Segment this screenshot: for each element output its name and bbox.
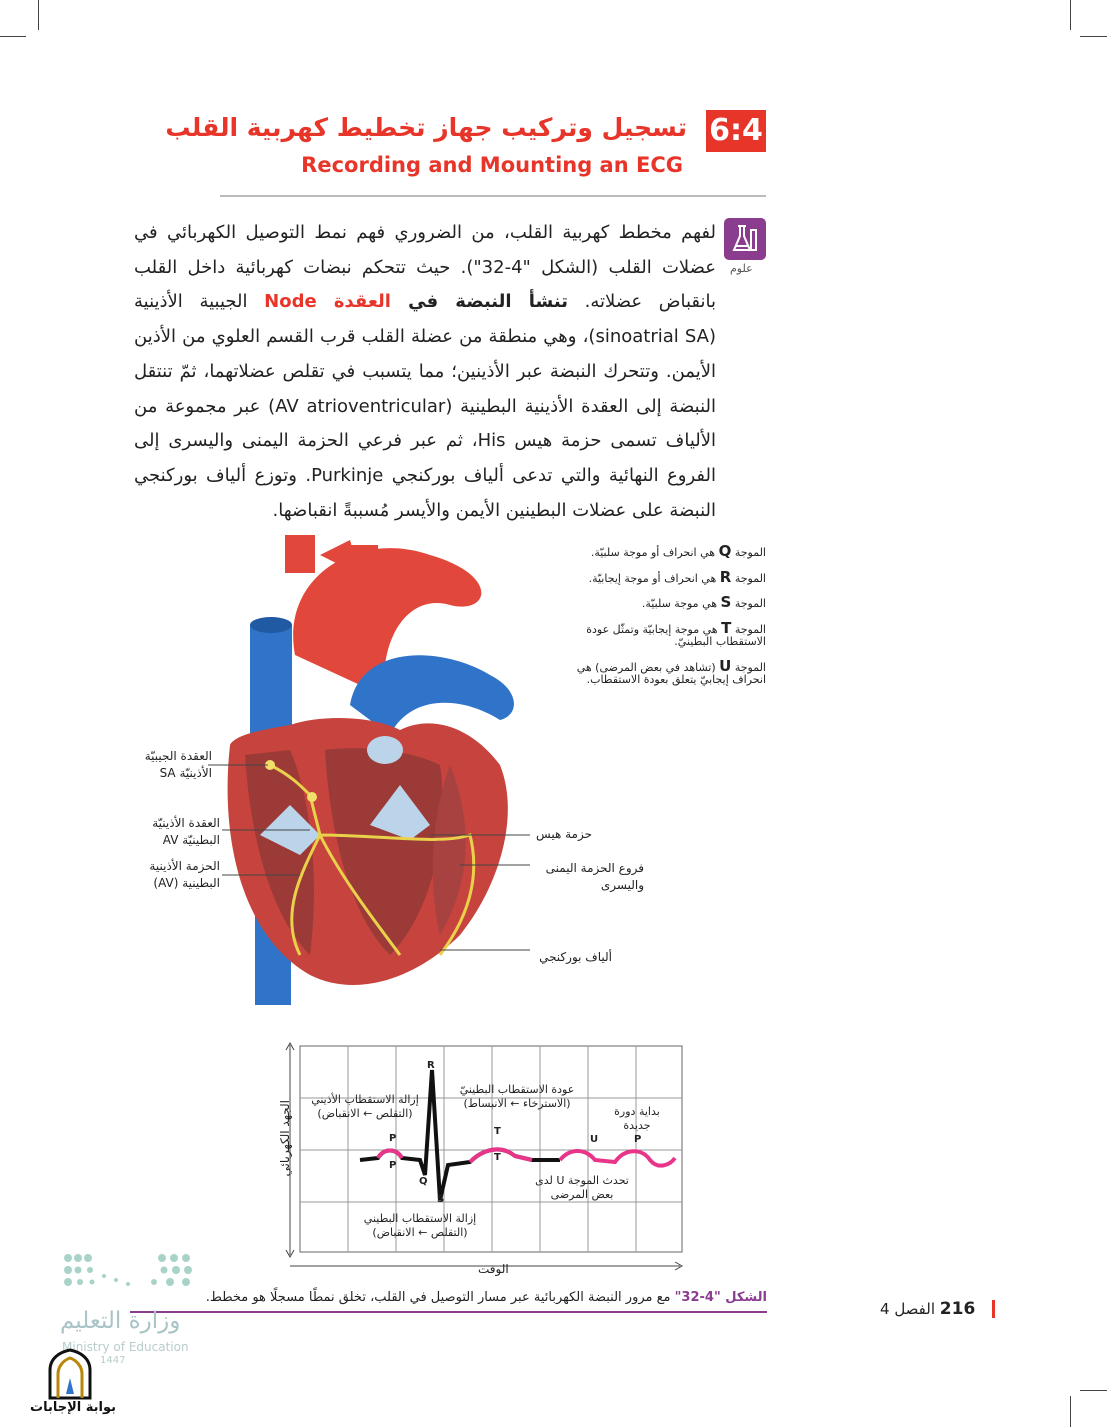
ecg-y-label: الجهد الكهربائي: [278, 1100, 292, 1177]
ecg-chart: [270, 1040, 690, 1280]
ecg-new-cycle: بداية دورة جديدة: [614, 1105, 660, 1132]
page-number-bar: [992, 1300, 995, 1318]
wave-note-t: الموجة T هي موجة إيجابيّة وتمثّل عودة الاستقطاب البطينيّ.: [586, 618, 766, 648]
flask-icon: [724, 218, 766, 260]
wave-notes: [548, 542, 766, 698]
caption-divider: [130, 1311, 767, 1313]
label-bundle-branches: فروع الحزمة اليمنى واليسرى: [545, 861, 644, 892]
ecg-letter-q: Q: [419, 1176, 428, 1187]
ecg-u-wave-note: تحدث الموجة U لدى بعض المرضى: [535, 1174, 629, 1201]
body-paragraph: [134, 216, 716, 528]
crop-mark: [38, 0, 39, 30]
label-purkinje: ألياف بوركنجي: [539, 950, 612, 964]
crop-mark: [1080, 36, 1107, 37]
ecg-letter-p-lower: P: [389, 1160, 397, 1171]
ecg-ventricular-depol: إزالة الاستقطاب البطيني (التقلص ← الانقباض): [363, 1212, 477, 1239]
section-number: 6:4: [706, 110, 766, 152]
ecg-letter-r: R: [427, 1060, 435, 1071]
ministry-name-en: Ministry of Education: [62, 1340, 189, 1354]
body-text-3: الجيبية الأذينية (sinoatrial SA)، وهي منطقة من عضلة القلب قرب القسم العلوي من الأذين الأيمن. وتتحرك النبضة عبر الأذينين؛ مما يتسبب في تقلص عضلاتهما، ثمّ تنتقل النبضة إلى العقدة الأذينية البطينية (AV atrioventricular) عبر مجموعة من الألياف تسمى حزمة هيس His، ثم عبر فرعي الحزمة اليمنى واليسرى إلى الفروع النهائية والتي تدعى ألياف بوركنجي Purkinje. وتوزع ألياف بوركنجي النبضة على عضلات البطينين الأيمن والأيسر مُسببةً انقباضها.: [134, 291, 716, 521]
label-av-bundle: الحزمة الأذينية البطينية (AV): [149, 859, 220, 890]
body-text-1: لفهم مخطط كهربية القلب، من الضروري فهم نمط التوصيل الكهربائي في عضلات القلب (الشكل "4-32"). حيث تتحكم نبضات كهربائية داخل القلب بانقباض عضلاته.: [134, 222, 716, 313]
header-divider: [220, 195, 766, 197]
crop-mark: [1080, 1390, 1107, 1391]
ministry-name-ar: وزارة التعليم: [60, 1308, 181, 1334]
wave-note-q: الموجة Q هي انحراف أو موجة سلبيّة.: [590, 542, 766, 560]
portal-logo-icon: [44, 1348, 96, 1400]
crop-mark: [0, 36, 26, 37]
section-title-en: Recording and Mounting an ECG: [301, 153, 683, 177]
figure-caption: الشكل "4-32" مع مرور النبضة الكهربائية عبر مسار التوصيل في القلب، تخلق نمطًا مسجلًا هو مخطط.: [205, 1290, 767, 1305]
ecg-x-label: الوقت: [478, 1262, 509, 1276]
section-title-ar: تسجيل وتركيب جهاز تخطيط كهربية القلب: [165, 113, 687, 142]
ecg-letter-t-lower: T: [494, 1152, 501, 1163]
body-text-2: تنشأ النبضة في: [390, 291, 568, 313]
science-label: علوم: [730, 262, 753, 275]
ministry-logo-dots: [62, 1252, 198, 1292]
ecg-letter-p-next: P: [634, 1134, 642, 1145]
label-sa-node: العقدة الجيبيّة الأذينيّة SA: [144, 749, 212, 780]
ecg-atrial-depol: إزالة الاستقطاب الأذيني (التقلص ← الانقباض): [311, 1093, 419, 1120]
ecg-ventricular-repol: عودة الاستقطاب البطينيّ (الاسترخاء ← الانبساط): [459, 1083, 575, 1110]
page-number: 216 الفصل 4: [880, 1299, 976, 1319]
ecg-letter-u: U: [590, 1134, 599, 1145]
ecg-letter-t: T: [494, 1126, 501, 1137]
wave-note-u: الموجة U (تشاهد في بعض المرضى) هي انحراف إيجابيّ يتعلق بعودة الاستقطاب.: [576, 656, 766, 686]
ecg-letter-s: S: [437, 1194, 445, 1205]
ministry-year: 1447: [100, 1355, 126, 1366]
ecg-letter-p: P: [389, 1133, 397, 1144]
crop-mark: [1070, 0, 1071, 30]
wave-note-r: الموجة R هي انحراف أو موجة إيجابيّة.: [588, 567, 766, 586]
portal-name: بوابة الإجابات: [30, 1400, 116, 1415]
wave-note-s: الموجة S هي موجة سلبيّة.: [641, 593, 766, 611]
label-his-bundle: حزمة هيس: [536, 827, 592, 841]
crop-mark: [1070, 1396, 1071, 1427]
label-av-node: العقدة الأذينيّة البطينيّة AV: [152, 816, 220, 847]
heart-illustration: [200, 535, 530, 1010]
node-term: العقدة Node: [264, 291, 391, 313]
